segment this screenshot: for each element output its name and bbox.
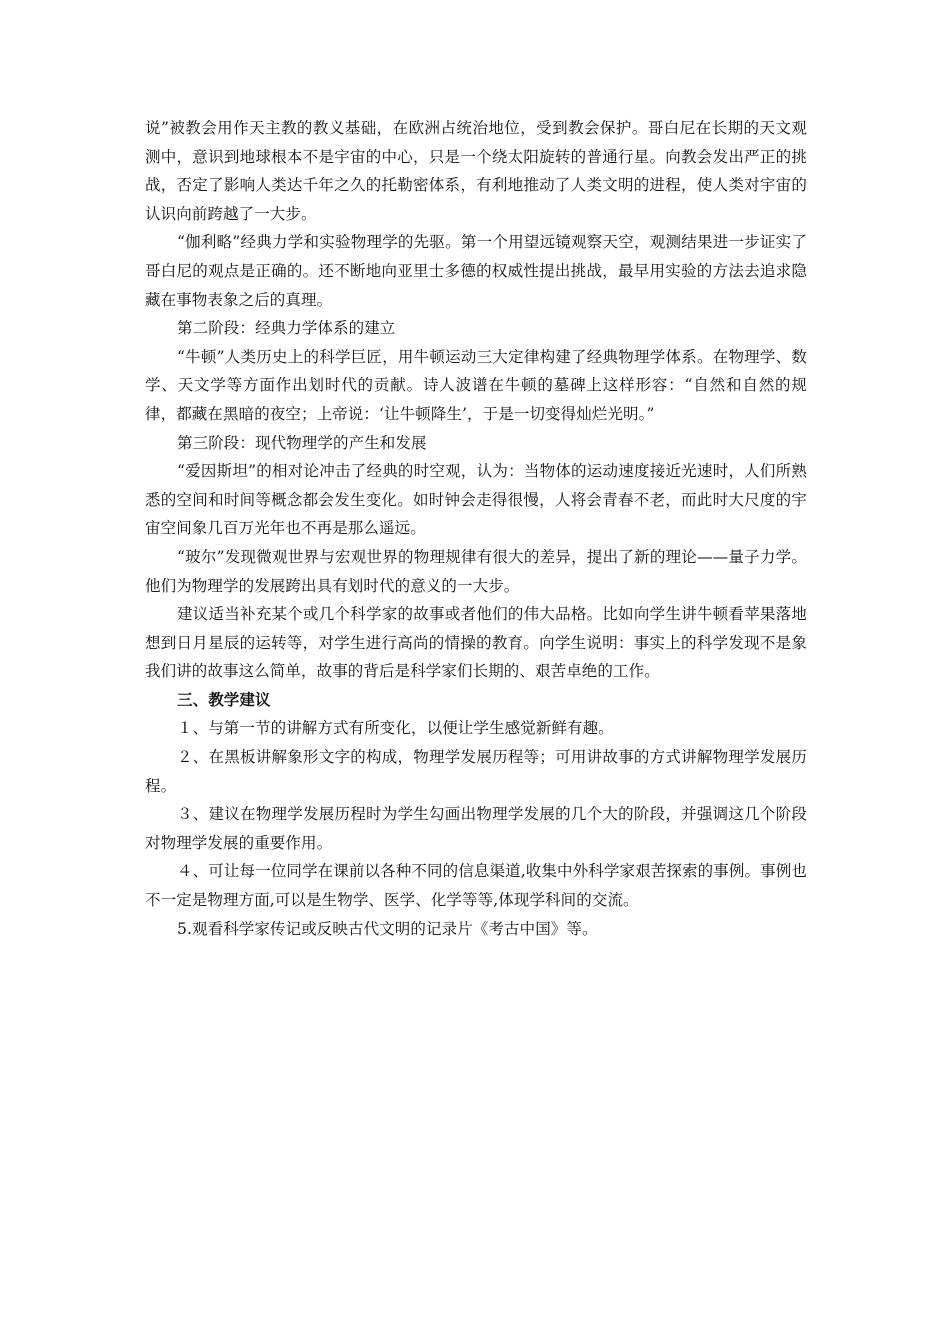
document-page [145,114,807,943]
suggestion-item-5: 5.观看科学家传记或反映古代文明的记录片《考古中国》等。 [177,919,598,938]
paragraph-bohr: “玻尔”发现微观世界与宏观世界的物理规律有很大的差异，提出了新的理论——量子力学。他们为物理学的发展跨出具有划时代的意义的一大步。 [145,547,807,595]
stage-two-heading: 第二阶段：经典力学体系的建立 [177,319,396,338]
suggestion-item-4: ４、可让每一位同学在课前以各种不同的信息渠道,收集中外科学家艰苦探索的事例。事例也不一定是物理方面,可以是生物学、医学、化学等等,体现学科间的交流。 [145,862,807,910]
suggestion-item-3: ３、建议在物理学发展历程时为学生勾画出物理学发展的几个大的阶段，并强调这几个阶段对物理学发展的重要作用。 [145,805,807,852]
stage-three-heading: 第三阶段：现代物理学的产生和发展 [177,433,427,452]
paragraph-galileo: “伽利略”经典力学和实验物理学的先驱。第一个用望远镜观察天空，观测结果进一步证实了哥白尼的观点是正确的。还不断地向亚里士多德的权威性提出挑战，最早用实验的方法去追求隐藏在事物表象之后的真理。 [145,233,807,309]
suggestion-item-1: １、与第一节的讲解方式有所变化，以便让学生感觉新鲜有趣。 [177,719,614,738]
section-heading-teaching-suggestions: 三、教学建议 [177,690,271,709]
paragraph-newton: “牛顿”人类历史上的科学巨匠，用牛顿运动三大定律构建了经典物理学体系。在物理学、数学、天文学等方面作出划时代的贡献。诗人波谱在牛顿的墓碑上这样形容：“自然和自然的规律，都藏在黑暗的夜空；上帝说：‘让牛顿降生’，于是一切变得灿烂光明。” [145,347,807,423]
paragraph-einstein: “爱因斯坦”的相对论冲击了经典的时空观，认为：当物体的运动速度接近光速时，人们所熟悉的空间和时间等概念都会发生变化。如时钟会走得很慢，人将会青春不老，而此时大尺度的宇宙空间象几百万光年也不再是那么遥远。 [145,462,807,538]
suggestion-item-2: ２、在黑板讲解象形文字的构成，物理学发展历程等；可用讲故事的方式讲解物理学发展历程。 [145,748,807,795]
paragraph-copernicus: 说”被教会用作天主教的教义基础，在欧洲占统治地位，受到教会保护。哥白尼在长期的天文观测中，意识到地球根本不是宇宙的中心，只是一个绕太阳旋转的普通行星。向教会发出严正的挑战，否定了影响人类达千年之久的托勒密体系，有利地推动了人类文明的进程，使人类对宇宙的认识向前跨越了一大步。 [145,119,807,223]
paragraph-suggestion: 建议适当补充某个或几个科学家的故事或者他们的伟大品格。比如向学生讲牛顿看苹果落地想到日月星辰的运转等，对学生进行高尚的情操的教育。向学生说明：事实上的科学发现不是象我们讲的故事这么简单，故事的背后是科学家们长期的、艰苦卓绝的工作。 [145,605,807,681]
